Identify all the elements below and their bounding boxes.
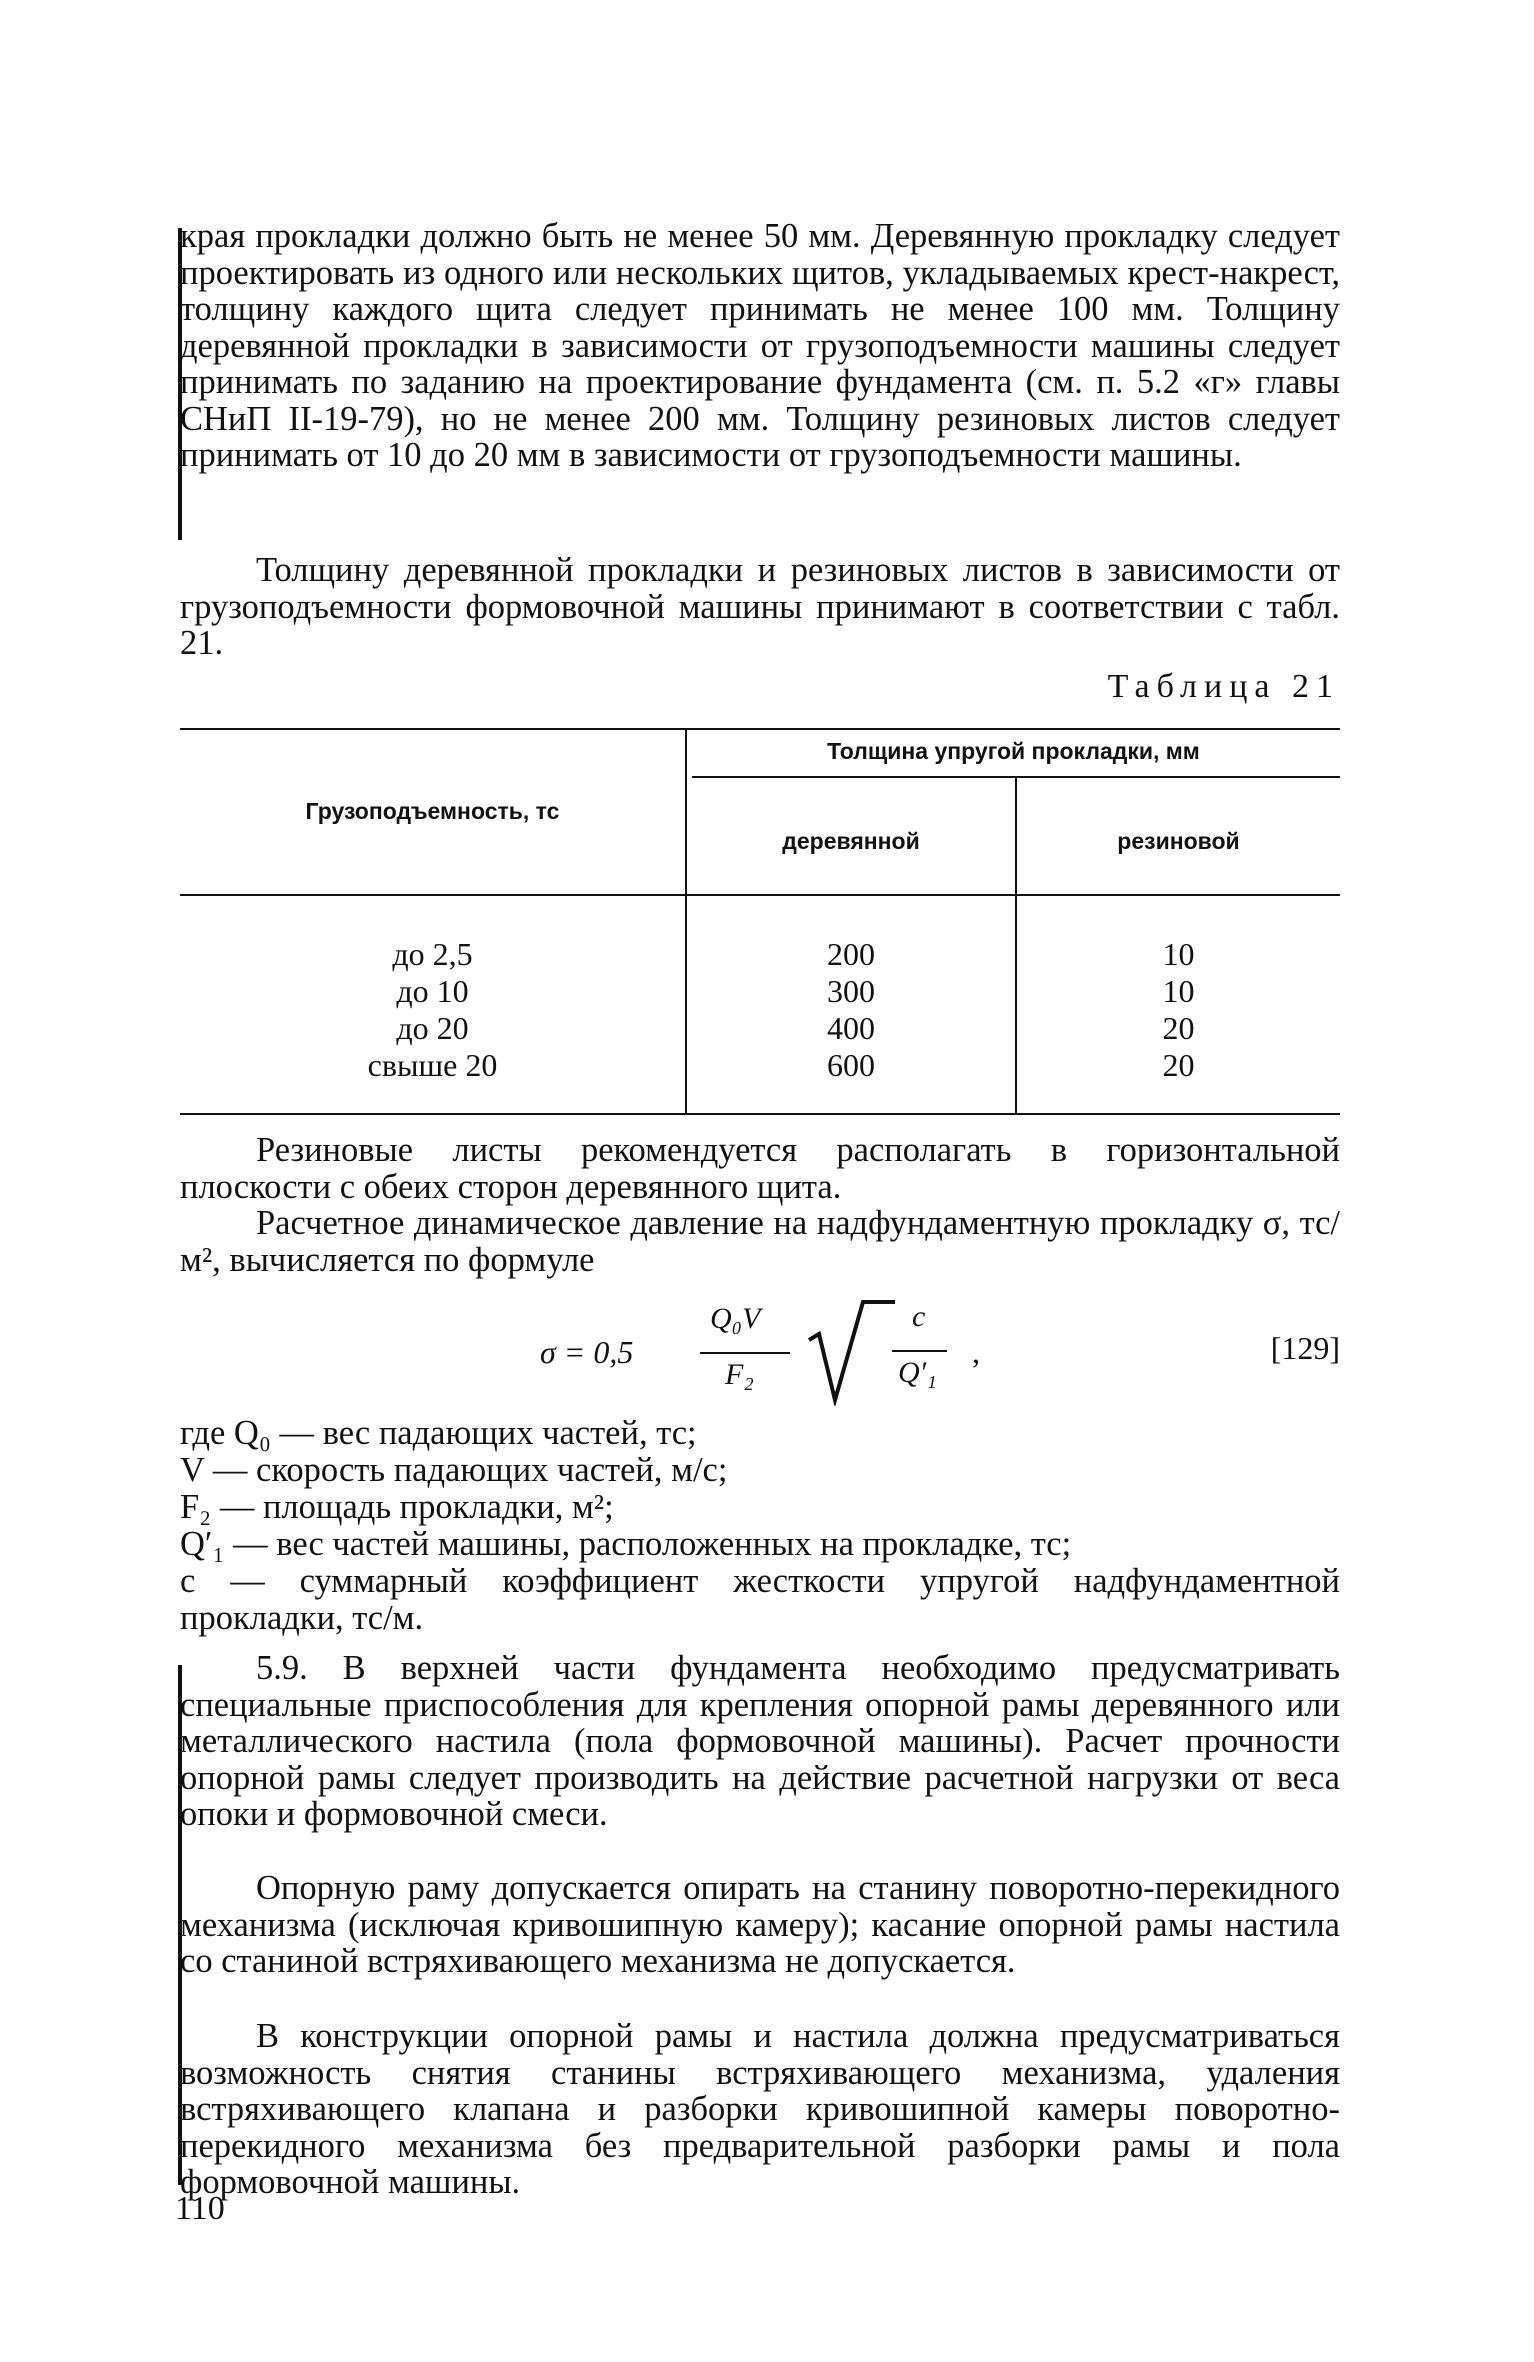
table-top-rule [180,728,1340,730]
column-rubber [1017,936,1340,1084]
page-number: 110 [175,2190,225,2227]
definition-item: Q′₁ — вес частей машины, расположенных на прокладке, тс; [180,1525,1072,1563]
definition-item: F₂ — площадь прокладки, м²; [180,1488,614,1526]
header-wood: деревянной [782,828,920,854]
column-wood [687,936,1015,1084]
cell-capacity: до 20 [396,1010,469,1046]
paragraph-section-5-9: 5.9. В верхней части фундамента необходимо предусматривать специальные приспособления для крепления опорной рамы деревянного или металлического настила (пола формовочной машины). Расчет прочности опорной рамы следует производить на действие расчетной нагрузки от веса опоки и формовочной смеси. [180,1649,1340,1833]
cell-wood: 400 [827,1010,875,1046]
table-bottom-rule [180,1113,1340,1115]
cell-wood: 200 [827,936,875,972]
formula-root-fraction-bar [892,1350,947,1352]
cell-rubber: 20 [1162,1047,1195,1083]
paragraph-frame-design: В конструкции опорной рамы и настила должна предусматриваться возможность снятия станины встряхивающего механизма, удаления встряхивающего клапана и разборки кривошипной камеры поворотно-перекидного механизма без предварительной разборки рамы и пола формовочной машины. [180,2017,1340,2201]
cell-wood: 600 [827,1047,875,1083]
formula-lhs: σ = 0,5 [540,1334,634,1370]
square-root-icon [805,1296,895,1406]
cell-capacity: до 10 [396,973,469,1009]
cell-capacity: свыше 20 [367,1047,498,1083]
table-caption: Таблица 21 [1107,668,1340,705]
header-rubber: резиновой [1117,828,1240,854]
equation-number: [129] [1270,1330,1340,1366]
formula-root-numerator: c [912,1300,926,1333]
column-capacity [180,936,685,1084]
definition-list [180,1415,1340,1637]
definition-item: c — суммарный коэффициент жесткости упругой надфундаментной прокладки, тс/м. [180,1562,1340,1637]
cell-rubber: 10 [1162,936,1195,972]
cell-rubber: 20 [1162,1010,1195,1046]
formula-denominator: F₂ [725,1358,754,1391]
cell-capacity: до 2,5 [392,936,473,972]
paragraph-table-reference: Толщину деревянной прокладки и резиновых листов в зависимости от грузоподъемности формовочной машины принимают в соответствии с табл. 21. [180,551,1340,662]
paragraph-support-frame: Опорную раму допускается опирать на станину поворотно-перекидного механизма (исключая кривошипную камеру); касание опорной рамы настила со станиной встряхивающего механизма не допускается. [180,1869,1340,1980]
paragraph-wood-pad: края прокладки должно быть не менее 50 мм. Деревянную прокладку следует проектировать из одного или нескольких щитов, укладываемых крест-накрест, толщину каждого щита следует принимать не менее 100 мм. Толщину деревянной прокладки в зависимости от грузоподъемности машины следует принимать по заданию на проектирование фундамента (см. п. 5.2 «г» главы СНиП II-19-79), но не менее 200 мм. Толщину резиновых листов следует принимать от 10 до 20 мм в зависимости от грузоподъемности машины. [180,217,1340,474]
table-21 [180,728,1340,1118]
table-header-rule [180,894,1340,896]
formula-root-denominator: Q′₁ [898,1356,937,1389]
definition-item: V — скорость падающих частей, м/с; [180,1451,728,1489]
formula-129 [540,1296,1340,1406]
formula-numerator: Q₀V [710,1302,761,1335]
cell-rubber: 10 [1162,973,1195,1009]
cell-wood: 300 [827,973,875,1009]
paragraph-dynamic-pressure: Расчетное динамическое давление на надфундаментную прокладку σ, тс/м², вычисляется по формуле [180,1204,1340,1279]
formula-comma: , [972,1334,980,1370]
header-thickness: Толщина упругой прокладки, мм [827,738,1200,764]
definition-item: где Q₀ — вес падающих частей, тс; [180,1414,697,1452]
formula-fraction-bar [700,1352,790,1354]
header-capacity: Грузоподъемность, тс [305,798,560,824]
paragraph-rubber-sheets: Резиновые листы рекомендуется располагать в горизонтальной плоскости с обеих сторон деревянного щита. [180,1131,1340,1206]
